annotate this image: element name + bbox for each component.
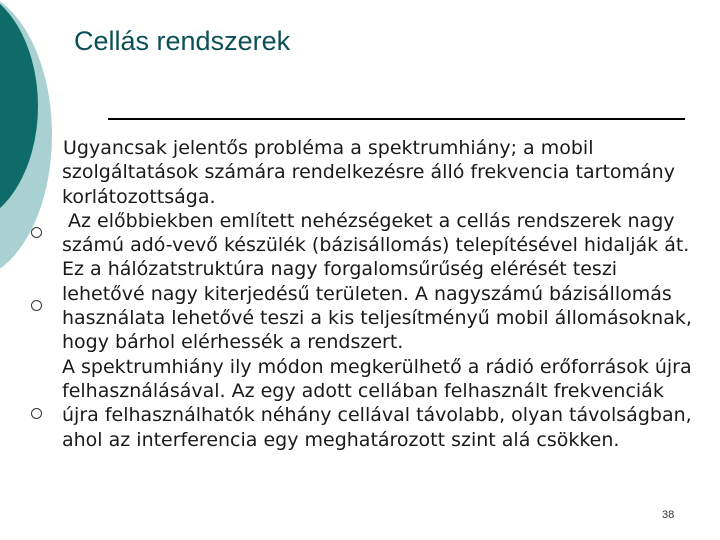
paragraph: Ugyancsak jelentős probléma a spektrumhiány; a mobil szolgáltatások számára rendelkezésre álló frekvencia tartomány korlátozottsága. [62, 137, 675, 208]
bullet-paragraph: Ez a hálózatstruktúra nagy forgalomsűrűség elérését teszi lehetővé nagy kiterjedésű területen. A nagyszámú bázisállomás használata lehetővé teszi a kis teljesítményű mobil állomásoknak, hogy bárhol elérhessék a rendszert. [62, 258, 692, 354]
bullet-paragraph: A spektrumhiány ily módon megkerülhető a rádió erőforrások újra felhasználásával. Az egy adott cellában felhasznált frekvenciák újra felhasználhatók néhány cellával távolabb, olyan távolságban, ahol az interferencia egy meghatározott szint alá csökken. [62, 355, 692, 451]
slide-title: Cellás rendszerek [74, 26, 291, 56]
bullet-paragraph: Az előbbiekben említett nehézségeket a cellás rendszerek nagy számú adó-vevő készülék (bázisállomás) telepítésével hidalják át. [62, 209, 690, 257]
page-number: 38 [662, 509, 675, 521]
slide-body [62, 136, 702, 452]
bullet-icon [31, 300, 42, 311]
bullet-icon [31, 408, 42, 419]
bullet-icon [31, 227, 42, 238]
title-underline [108, 118, 685, 120]
